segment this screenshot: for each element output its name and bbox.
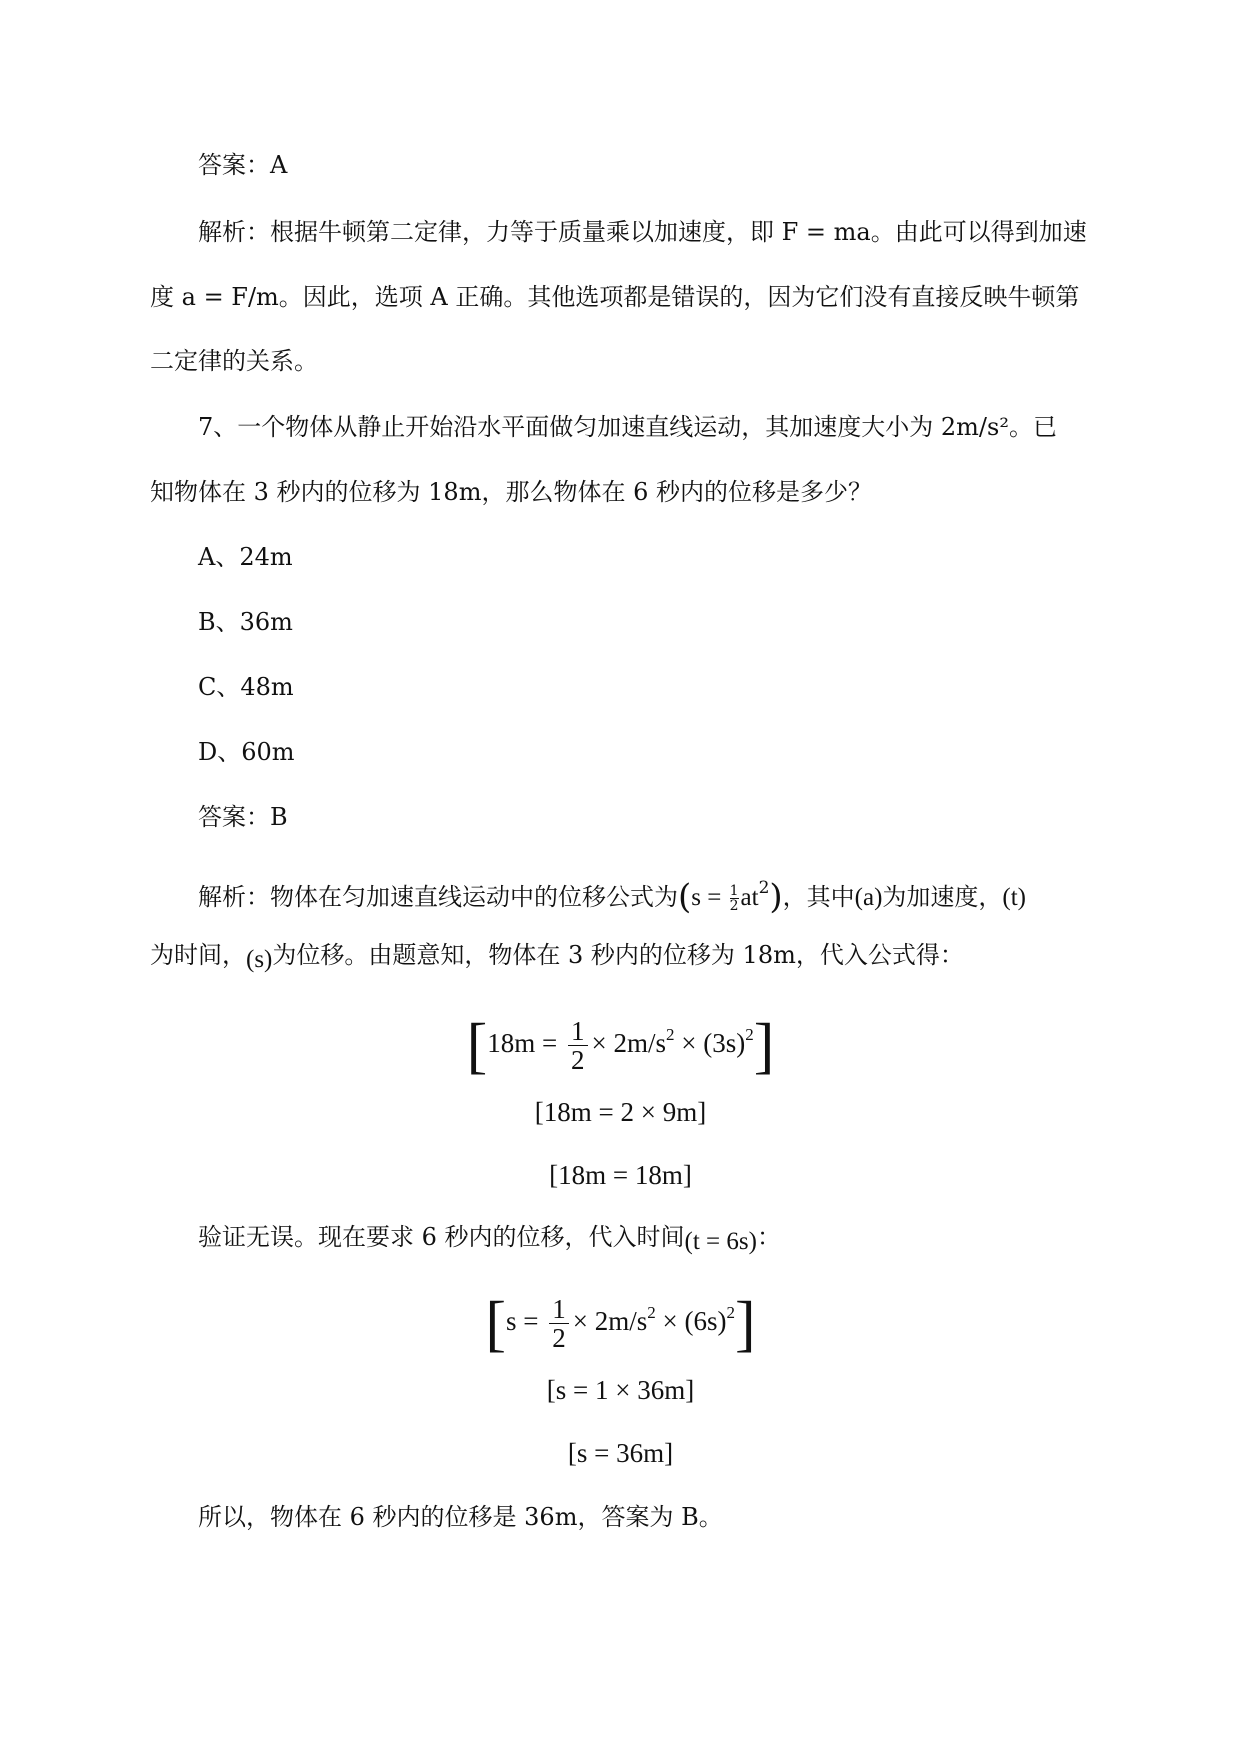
equation-4-right-b: × (6s) [655, 1306, 727, 1336]
analysis-line-2-pre: 为时间， [150, 941, 246, 969]
equation-1-close-bracket: ] [753, 1011, 775, 1080]
equation-2: [18m = 2 × 9m] [534, 1097, 707, 1127]
equation-1-fraction [568, 1017, 588, 1074]
equation-4 [0, 1278, 1241, 1356]
formula-at: at [740, 884, 759, 911]
analysis-line-1 [198, 868, 1026, 918]
option-d: D、60m [198, 738, 295, 766]
equation-1-open-bracket: [ [466, 1011, 488, 1080]
equation-5: [s = 1 × 36m] [546, 1375, 695, 1405]
conclusion: 所以，物体在 6 秒内的位移是 36m，答案为 B。 [198, 1503, 723, 1531]
var-s: (s) [246, 946, 273, 973]
equation-1-denominator: 2 [571, 1045, 585, 1076]
var-a: (a) [854, 884, 883, 911]
equation-3: [18m = 18m] [549, 1160, 692, 1190]
option-c: C、48m [198, 673, 294, 701]
formula-exponent: 2 [758, 878, 770, 898]
equation-4-close-bracket: ] [734, 1289, 756, 1358]
equation-1 [0, 1000, 1241, 1078]
option-b: B、36m [198, 608, 293, 636]
analysis-mid-1: ，其中 [782, 883, 855, 911]
analysis-line-2 [150, 940, 964, 975]
prev-analysis-line-1: 解析：根据牛顿第二定律，力等于质量乘以加速度，即 F = ma。由此可以得到加速 [198, 218, 1087, 246]
equation-1-exp-1: 2 [666, 1025, 675, 1044]
verify-post: ： [756, 1223, 781, 1251]
equation-4-exp-1: 2 [647, 1303, 656, 1322]
equation-4-denominator: 2 [552, 1323, 566, 1354]
formula-numerator: 1 [729, 883, 739, 899]
equation-1-numerator: 1 [568, 1017, 588, 1046]
verify-pre: 验证无误。现在要求 6 秒内的位移，代入时间 [198, 1223, 685, 1251]
verify-line [198, 1222, 781, 1257]
equation-1-exp-2: 2 [745, 1025, 754, 1044]
equation-4-open-bracket: [ [485, 1289, 507, 1358]
close-paren: ) [769, 877, 783, 917]
option-a: A、24m [198, 543, 293, 571]
equation-4-numerator: 1 [549, 1295, 569, 1324]
formula-fraction [730, 884, 739, 913]
verify-t: (t = 6s) [684, 1228, 757, 1255]
answer: 答案：B [198, 803, 288, 831]
equation-4-exp-2: 2 [726, 1303, 735, 1322]
equation-4-fraction [549, 1295, 569, 1352]
analysis-prefix: 解析：物体在匀加速直线运动中的位移公式为 [198, 883, 678, 911]
open-paren: ( [678, 877, 692, 917]
prev-analysis-line-3: 二定律的关系。 [150, 347, 318, 375]
formula-denominator: 2 [729, 898, 739, 914]
analysis-line-2-post: 为位移。由题意知，物体在 3 秒内的位移为 18m，代入公式得： [272, 941, 964, 969]
prev-answer: 答案：A [198, 151, 288, 179]
analysis-mid-2: 为加速度， [882, 883, 1003, 911]
question-7-stem-line-1: 7、一个物体从静止开始沿水平面做匀加速直线运动，其加速度大小为 2m/s²。已 [198, 413, 1057, 441]
equation-4-right-a: × 2m/s [572, 1306, 648, 1336]
equation-6: [s = 36m] [567, 1438, 674, 1468]
formula-s: s = [691, 884, 728, 911]
equation-1-right-b: × (3s) [674, 1028, 746, 1058]
question-7-stem-line-2: 知物体在 3 秒内的位移为 18m，那么物体在 6 秒内的位移是多少？ [150, 478, 872, 506]
equation-1-left: 18m = [487, 1028, 564, 1058]
equation-1-right-a: × 2m/s [591, 1028, 666, 1058]
var-t: (t) [1002, 884, 1027, 911]
prev-analysis-line-2: 度 a = F/m。因此，选项 A 正确。其他选项都是错误的，因为它们没有直接反映牛顿第 [150, 283, 1080, 311]
equation-4-left: s = [506, 1306, 546, 1336]
